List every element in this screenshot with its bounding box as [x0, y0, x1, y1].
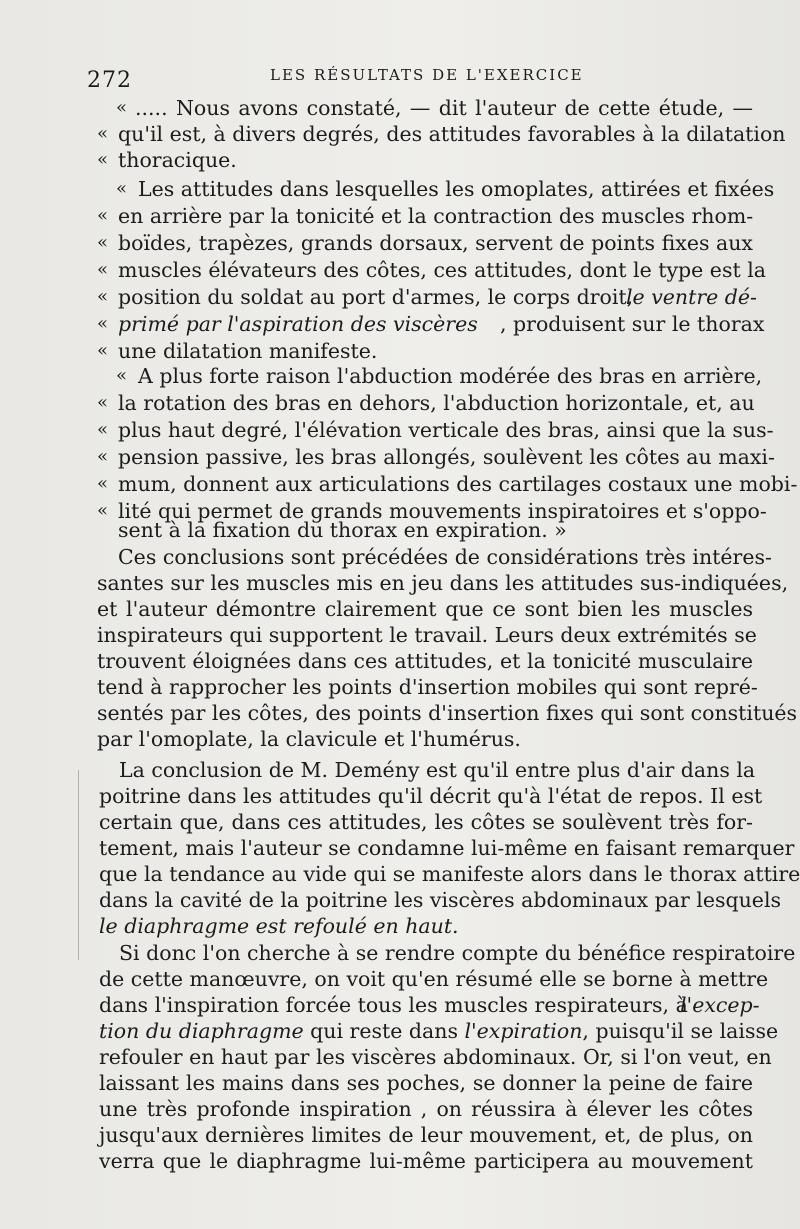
text-line: et l'auteur démontre clairement que ce sont bien les muscles	[97, 597, 753, 621]
text-line: sentés par les côtes, des points d'insertion fixes qui sont constitués	[97, 701, 798, 725]
quote-mark: «	[97, 340, 109, 361]
emphasis: primé par l'aspiration des viscères	[118, 312, 478, 336]
text-line	[680, 993, 760, 1017]
text-line: ..... Nous avons constaté, — dit l'auteur de cette étude, —	[135, 96, 753, 120]
quote-mark: «	[97, 392, 109, 413]
text-line: , produisent sur le thorax	[500, 312, 765, 336]
text-line: santes sur les muscles mis en jeu dans les attitudes sus-indiquées,	[97, 571, 789, 595]
text-line: tend à rapprocher les points d'insertion mobiles qui sont repré-	[97, 675, 758, 699]
text-line: que la tendance au vide qui se manifeste alors dans le thorax attire	[99, 862, 800, 886]
text-line: qu'il est, à divers degrés, des attitudes favorables à la dilatation	[118, 122, 786, 146]
text-line: boïdes, trapèzes, grands dorsaux, servent de points fixes aux	[118, 231, 753, 255]
text-line: tement, mais l'auteur se condamne lui-même en faisant remarquer	[99, 836, 795, 860]
text-line: jusqu'aux dernières limites de leur mouvement, et, de plus, on	[99, 1123, 753, 1147]
text-line: refouler en haut par les viscères abdominaux. Or, si l'on veut, en	[99, 1045, 772, 1069]
text-line: muscles élévateurs des côtes, ces attitudes, dont le type est la	[118, 258, 766, 282]
quote-mark: «	[116, 178, 128, 199]
quote-mark: «	[97, 149, 109, 170]
quote-mark: «	[97, 205, 109, 226]
emphasis: tion du diaphragme	[99, 1019, 304, 1043]
text-line: Les attitudes dans lesquelles les omoplates, attirées et fixées	[138, 177, 775, 201]
quote-mark: «	[116, 97, 128, 118]
quote-mark: «	[97, 419, 109, 440]
text-line: plus haut degré, l'élévation verticale des bras, ainsi que la sus-	[118, 418, 774, 442]
emphasis: le diaphragme est refoulé en haut.	[99, 914, 459, 938]
text-line: inspirateurs qui supportent le travail. Leurs deux extrémités se	[97, 623, 757, 647]
text-line: dans l'inspiration forcée tous les muscles respirateurs, à	[99, 993, 688, 1017]
text-line	[99, 914, 459, 938]
text-line	[99, 1019, 778, 1043]
text-line: verra que le diaphragme lui-même participera au mouvement	[99, 1149, 753, 1173]
text-line: une très profonde inspiration , on réussira à élever les côtes	[99, 1097, 753, 1121]
quote-mark: «	[97, 500, 109, 521]
quote-mark: «	[97, 446, 109, 467]
quote-mark: «	[97, 286, 109, 307]
text-line: laissant les mains dans ses poches, se donner la peine de faire	[99, 1071, 753, 1095]
emphasis: le ventre dé-	[626, 285, 757, 309]
text-line: par l'omoplate, la clavicule et l'humérus.	[97, 727, 521, 751]
text-run: qui reste dans	[303, 1019, 465, 1043]
emphasis: l'expiration	[464, 1019, 583, 1043]
text-line: en arrière par la tonicité et la contraction des muscles rhom-	[118, 204, 754, 228]
quote-mark: «	[97, 473, 109, 494]
text-line: mum, donnent aux articulations des cartilages costaux une mobi-	[118, 472, 798, 496]
text-line: thoracique.	[118, 148, 237, 172]
page-number: 272	[87, 68, 132, 93]
text-line	[626, 285, 757, 309]
running-head: LES RÉSULTATS DE L'EXERCICE	[270, 66, 584, 84]
quote-mark: «	[97, 123, 109, 144]
text-line: Ces conclusions sont précédées de considérations très intéres-	[118, 545, 772, 569]
text-line: dans la cavité de la poitrine les viscères abdominaux par lesquels	[99, 888, 782, 912]
text-line: position du soldat au port d'armes, le corps droit,	[118, 285, 634, 309]
text-line: La conclusion de M. Demény est qu'il entre plus d'air dans la	[119, 758, 756, 782]
margin-pencil-mark	[78, 770, 81, 960]
text-line: poitrine dans les attitudes qu'il décrit qu'à l'état de repos. Il est	[99, 784, 763, 808]
text-line: sent à la fixation du thorax en expiration. »	[118, 518, 567, 542]
text-line: la rotation des bras en dehors, l'abduction horizontale, et, au	[118, 391, 755, 415]
quote-mark: «	[97, 232, 109, 253]
text-run: , puisqu'il se laisse	[582, 1019, 779, 1043]
quote-mark: «	[116, 365, 128, 386]
emphasis: l'excep-	[680, 993, 760, 1017]
text-line: trouvent éloignées dans ces attitudes, et la tonicité musculaire	[97, 649, 753, 673]
text-line: lité qui permet de grands mouvements inspiratoires et s'oppo-	[118, 499, 767, 523]
text-line: de cette manœuvre, on voit qu'en résumé elle se borne à mettre	[99, 967, 769, 991]
text-line	[118, 312, 478, 336]
quote-mark: «	[97, 259, 109, 280]
quote-mark: «	[97, 313, 109, 334]
text-line: certain que, dans ces attitudes, les côtes se soulèvent très for-	[99, 810, 753, 834]
text-line: pension passive, les bras allongés, soulèvent les côtes au maxi-	[118, 445, 775, 469]
text-line: une dilatation manifeste.	[118, 339, 378, 363]
text-line: Si donc l'on cherche à se rendre compte du bénéfice respiratoire	[119, 941, 796, 965]
text-line: A plus forte raison l'abduction modérée des bras en arrière,	[138, 364, 763, 388]
